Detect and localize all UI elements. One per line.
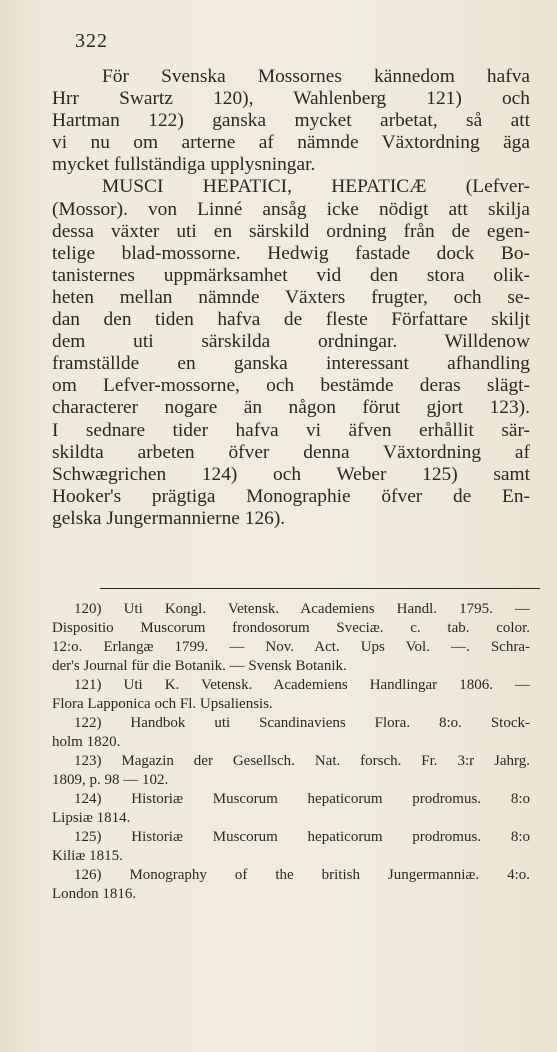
footnote-line: Flora Lapponica och Fl. Upsaliensis. <box>52 696 273 712</box>
footnote-line: Lipsiæ 1814. <box>52 810 131 826</box>
footnote-divider <box>100 588 540 589</box>
footnote-line: Dispositio Muscorum frondosorum Sveciæ. c. tab. color. <box>52 620 530 636</box>
text-line: telige blad-mossorne. Hedwig fastade dock Bo- <box>52 242 530 264</box>
text-line: Schwægrichen 124) och Weber 125) samt <box>52 463 530 485</box>
footnote-line: London 1816. <box>52 886 137 902</box>
text-line: Hooker's prägtiga Monographie öfver de En- <box>52 485 530 507</box>
text-line: Hrr Swartz 120), Wahlenberg 121) och <box>52 88 530 110</box>
footnote-line: 125) Historiæ Muscorum hepaticorum prodromus. 8:o <box>74 829 530 845</box>
text-line: MUSCI HEPATICI, HEPATICÆ (Lefver- <box>102 176 530 198</box>
footnote-line: der's Journal für die Botanik. — Svensk Botanik. <box>52 658 347 674</box>
text-line: mycket fullständiga upplysningar. <box>52 154 316 176</box>
text-line: framställde en ganska interessant afhandling <box>52 353 530 375</box>
footnote-line: 122) Handbok uti Scandinaviens Flora. 8:o. Stock- <box>74 715 530 731</box>
text-line: För Svenska Mossornes kännedom hafva <box>102 66 530 87</box>
text-line: tanisternes uppmärksamhet vid den stora olik- <box>52 264 530 286</box>
footnote-line: 12:o. Erlangæ 1799. — Nov. Act. Ups Vol. —. Schra- <box>52 639 530 655</box>
footnote-line: 121) Uti K. Vetensk. Academiens Handlingar 1806. — <box>74 677 530 693</box>
text-line: om Lefver-mossorne, och bestämde deras slägt- <box>52 375 530 397</box>
footnote-line: 124) Historiæ Muscorum hepaticorum prodromus. 8:o <box>74 791 530 807</box>
text-line: (Mossor). von Linné ansåg icke nödigt att skilja <box>52 198 530 220</box>
text-line: gelska Jungermannierne 126). <box>52 507 286 529</box>
footnote-line: 126) Monography of the british Jungermanniæ. 4:o. <box>74 867 530 883</box>
text-line: heten mellan nämnde Växters frugter, och se- <box>52 286 530 308</box>
footnote-line: holm 1820. <box>52 734 121 750</box>
page-number: 322 <box>75 30 108 52</box>
footnote-line: 123) Magazin der Gesellsch. Nat. forsch. Fr. 3:r Jahrg. <box>74 753 530 769</box>
text-line: I sednare tider hafva vi äfven erhållit sär- <box>52 419 530 441</box>
text-line: Hartman 122) ganska mycket arbetat, så att <box>52 110 530 132</box>
text-line: vi nu om arterne af nämnde Växtordning äga <box>52 132 530 154</box>
text-line: characterer nogare än någon förut gjort 123). <box>52 397 530 419</box>
text-line: skildta arbeten öfver denna Växtordning af <box>52 441 530 463</box>
main-text <box>52 66 530 530</box>
footnote-line: Kiliæ 1815. <box>52 848 123 864</box>
footnotes <box>52 600 530 904</box>
text-line: dem uti särskilda ordningar. Willdenow <box>52 331 530 353</box>
text-line: dan den tiden hafva de fleste Författare skiljt <box>52 309 530 331</box>
footnote-line: 1809, p. 98 — 102. <box>52 772 169 788</box>
text-line: dessa växter uti en särskild ordning från de egen- <box>52 220 530 242</box>
footnote-line: 120) Uti Kongl. Vetensk. Academiens Handl. 1795. — <box>74 601 530 617</box>
